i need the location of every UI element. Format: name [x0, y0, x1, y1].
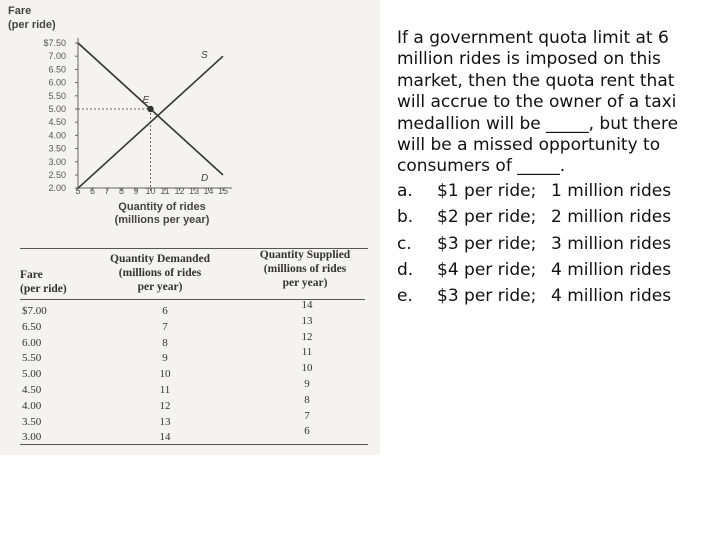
equilibrium-label: E: [142, 95, 150, 106]
y-tick-label: 5.00: [48, 104, 66, 114]
header-demanded-line3: per year): [137, 281, 183, 293]
x-tick-label: 11: [160, 186, 170, 196]
cell-quantity-supplied: 8: [304, 393, 310, 406]
header-supplied-line1: Quantity Supplied: [259, 249, 351, 261]
answer-option: [397, 178, 707, 204]
x-tick-label: 9: [133, 186, 139, 196]
cell-fare: 5.00: [22, 368, 42, 381]
cell-fare: 4.50: [22, 384, 42, 396]
cell-fare: 6.50: [22, 320, 42, 333]
cell-quantity-supplied: 13: [301, 314, 313, 327]
option-rides: 3 million rides: [551, 233, 672, 254]
cell-quantity-demanded: 14: [159, 431, 171, 444]
cell-quantity-demanded: 9: [162, 352, 168, 365]
question-block: [397, 28, 707, 310]
x-tick-label: 6: [89, 186, 96, 196]
option-letter: a.: [397, 180, 413, 201]
curve-label-d: D: [201, 173, 209, 184]
y-tick-label: 2.00: [48, 183, 66, 194]
x-tick-label: 14: [203, 186, 214, 196]
equilibrium-guides: [78, 109, 151, 188]
y-tick-label: 7.00: [48, 51, 66, 62]
header-fare: [20, 268, 80, 296]
x-tick-label: 12: [174, 186, 185, 196]
header-fare-line2: (per ride): [20, 283, 67, 295]
header-supplied-line2: (millions of rides: [263, 263, 347, 275]
x-axis-title-line2: (millions per year): [114, 214, 210, 226]
supply-demand-chart: [0, 0, 380, 250]
option-price: $2 per ride;: [437, 207, 537, 228]
cell-quantity-demanded: 13: [159, 415, 171, 428]
y-tick-label: 4.00: [48, 130, 66, 141]
cell-fare: 3.50: [22, 415, 42, 428]
cell-fare: 4.00: [22, 399, 42, 412]
option-rides: 1 million rides: [551, 180, 672, 201]
question-text: If a government quota limit at 6 million rides is imposed on this market, then the quota rent that will accrue to the owner of a taxi medallion will be _____, but there will be a missed opportunity to consumers of _____.: [397, 28, 679, 177]
header-demanded-line1: Quantity Demanded: [110, 253, 210, 265]
option-letter: c.: [397, 233, 412, 254]
y-tick-label: 3.50: [48, 143, 66, 154]
x-tick-label: 15: [217, 186, 229, 196]
cell-quantity-supplied: 12: [301, 330, 313, 343]
y-tick-label: 3.00: [48, 156, 66, 167]
cell-quantity-supplied: 14: [301, 299, 313, 311]
cell-fare: 5.50: [22, 352, 42, 365]
option-price: $1 per ride;: [437, 180, 537, 201]
x-tick-label: 5: [75, 186, 81, 196]
y-tick-label: 5.50: [48, 90, 66, 101]
curve-label-s: S: [201, 50, 208, 62]
y-tick-label: 6.50: [48, 64, 66, 75]
cell-fare: $7.00: [22, 305, 47, 317]
header-demanded: [92, 252, 228, 294]
option-price: $4 per ride;: [437, 260, 537, 281]
answer-option: [397, 231, 707, 257]
cell-quantity-demanded: 10: [159, 368, 171, 381]
cell-quantity-demanded: 8: [162, 336, 168, 349]
header-fare-line1: Fare: [20, 269, 43, 281]
option-letter: d.: [397, 260, 414, 281]
header-demanded-line2: (millions of rides: [118, 267, 202, 279]
y-tick-label: $7.50: [43, 38, 66, 48]
cell-quantity-supplied: 6: [304, 425, 310, 438]
option-rides: 4 million rides: [551, 286, 672, 307]
x-tick-label: 8: [118, 186, 125, 196]
y-tick-label: 4.50: [48, 117, 66, 128]
header-supplied-line3: per year): [282, 277, 328, 289]
cell-quantity-demanded: 12: [159, 399, 171, 412]
answer-options: [397, 178, 707, 310]
curve-s: [78, 56, 223, 188]
y-axis-title-line2: (per ride): [8, 19, 56, 31]
x-axis-title-line1: Quantity of rides: [118, 201, 206, 213]
option-price: $3 per ride;: [437, 233, 537, 254]
answer-option: [397, 283, 707, 309]
x-tick-label: 13: [188, 186, 200, 196]
y-tick-label: 2.50: [48, 170, 66, 180]
cell-quantity-supplied: 10: [301, 362, 313, 375]
option-rides: 2 million rides: [551, 207, 672, 228]
x-tick-label: 10: [145, 186, 156, 196]
y-tick-labels: [43, 38, 78, 193]
option-price: $3 per ride;: [437, 286, 537, 307]
option-letter: b.: [397, 207, 414, 228]
x-tick-label: 7: [104, 186, 110, 196]
equilibrium-point: [147, 106, 153, 112]
y-axis-title-line1: Fare: [8, 5, 32, 17]
cell-fare: 3.00: [22, 431, 42, 444]
answer-option: [397, 257, 707, 283]
option-letter: e.: [397, 286, 413, 307]
table-bottom-rule: [20, 444, 368, 445]
answer-option: [397, 204, 707, 230]
cell-quantity-supplied: 11: [301, 346, 313, 359]
cell-quantity-demanded: 11: [159, 384, 171, 396]
cell-quantity-demanded: 6: [162, 305, 168, 317]
cell-quantity-supplied: 9: [304, 378, 310, 390]
option-rides: 4 million rides: [551, 260, 672, 281]
header-supplied: [240, 248, 370, 290]
cell-fare: 6.00: [22, 336, 42, 349]
y-tick-label: 6.00: [48, 77, 66, 88]
cell-quantity-demanded: 7: [162, 320, 168, 333]
cell-quantity-supplied: 7: [304, 409, 310, 422]
